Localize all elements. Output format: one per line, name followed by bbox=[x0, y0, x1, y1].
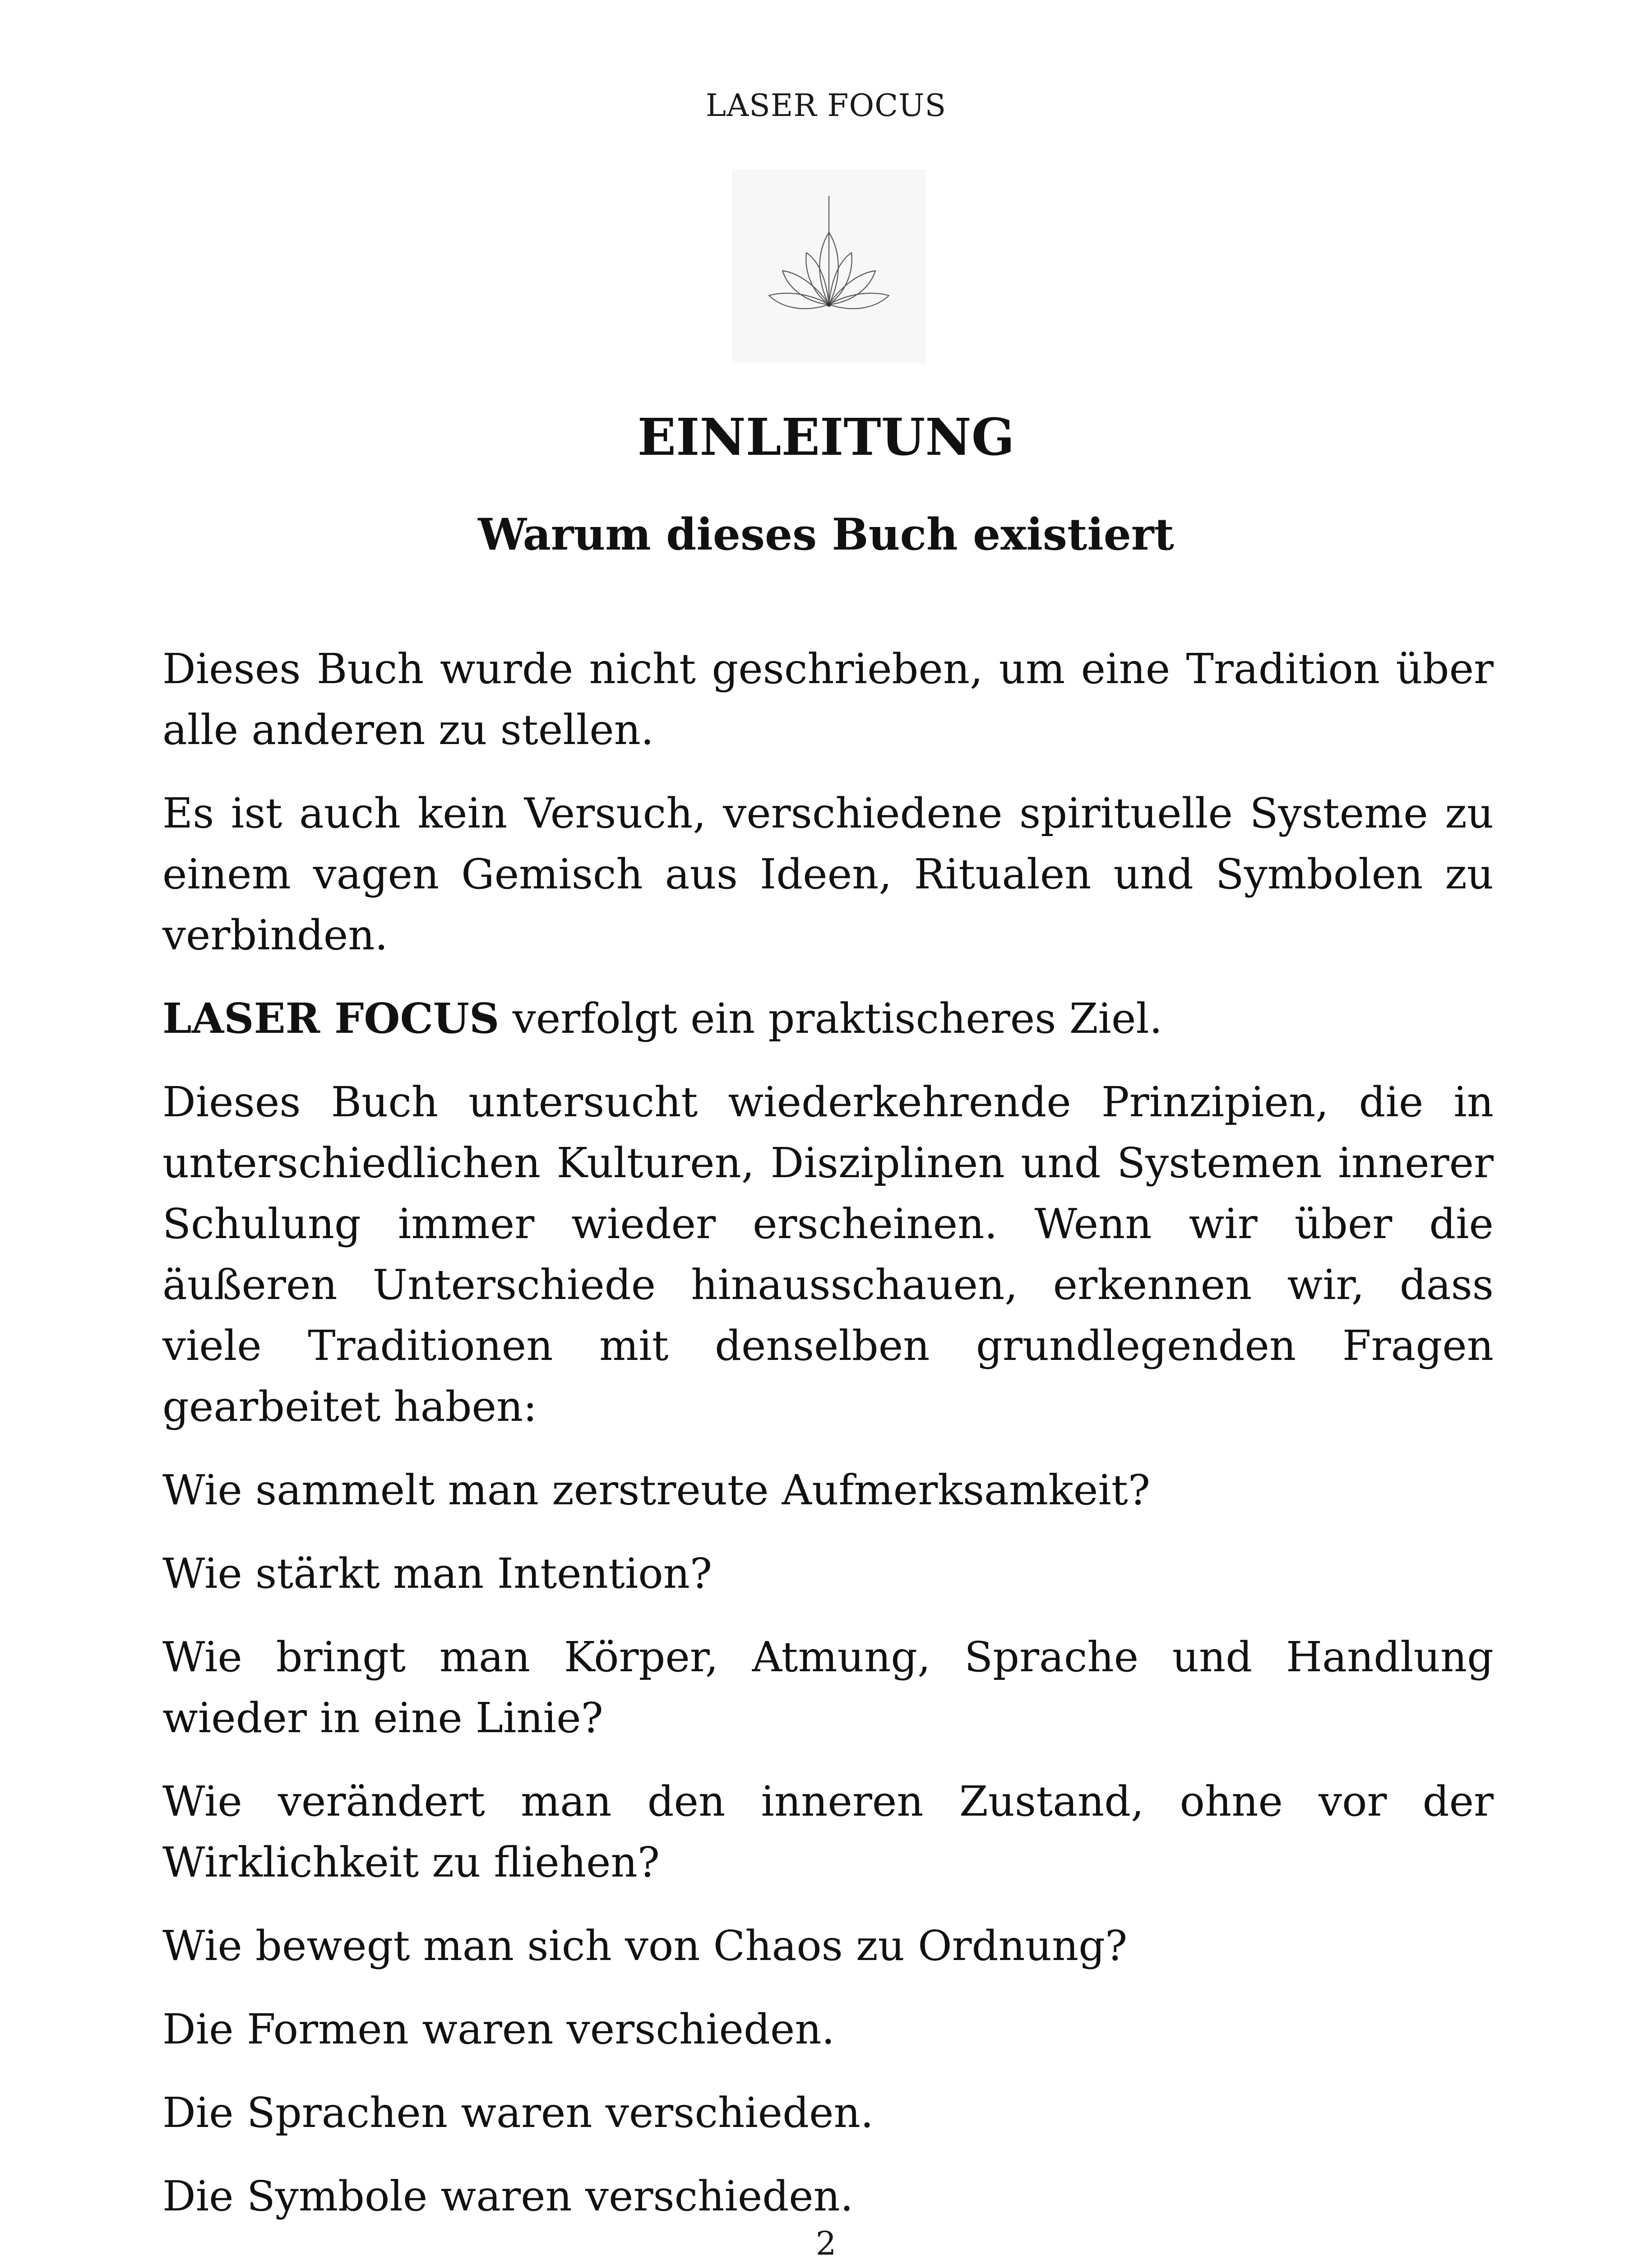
paragraph: Dieses Buch untersucht wiederkehrende Prinzipien, die in unterschiedlichen Kulturen, Disziplinen und Systemen innerer Schulung immer wieder erscheinen. Wenn wir über die äußeren Unterschiede hinausschauen, erkennen wir, dass viele Traditionen mit denselben grundlegenden Fragen gearbeitet haben: bbox=[162, 1078, 1494, 1431]
book-title-emphasis: LASER FOCUS bbox=[162, 994, 500, 1043]
question-line: Wie verändert man den inneren Zustand, ohne vor der Wirklichkeit zu fliehen? bbox=[162, 1777, 1494, 1886]
paragraph bbox=[162, 988, 1494, 1049]
paragraph: Die Sprachen waren verschieden. bbox=[162, 2089, 874, 2137]
paragraph-text: verfolgt ein praktischeres Ziel. bbox=[499, 994, 1163, 1043]
chapter-subtitle: Warum dieses Buch existiert bbox=[478, 509, 1174, 560]
question-line: Wie sammelt man zerstreute Aufmerksamkeit? bbox=[162, 1466, 1151, 1514]
paragraph: Es ist auch kein Versuch, verschiedene spirituelle Systeme zu einem vagen Gemisch aus Ideen, Ritualen und Symbolen zu verbinden. bbox=[162, 789, 1494, 959]
page-number: 2 bbox=[815, 2224, 837, 2256]
chapter-title: EINLEITUNG bbox=[637, 408, 1015, 467]
body-text bbox=[162, 638, 1494, 2249]
paragraph: Die Formen waren verschieden. bbox=[162, 2005, 835, 2053]
question-line: Wie stärkt man Intention? bbox=[162, 1549, 713, 1598]
running-header: LASER FOCUS bbox=[705, 88, 947, 124]
question-line: Wie bewegt man sich von Chaos zu Ordnung? bbox=[162, 1922, 1128, 1970]
question-line: Wie bringt man Körper, Atmung, Sprache und Handlung wieder in eine Linie? bbox=[162, 1633, 1494, 1742]
paragraph: Die Symbole waren verschieden. bbox=[162, 2172, 854, 2220]
lotus-icon bbox=[732, 169, 926, 363]
paragraph: Dieses Buch wurde nicht geschrieben, um eine Tradition über alle anderen zu stellen. bbox=[162, 645, 1494, 754]
